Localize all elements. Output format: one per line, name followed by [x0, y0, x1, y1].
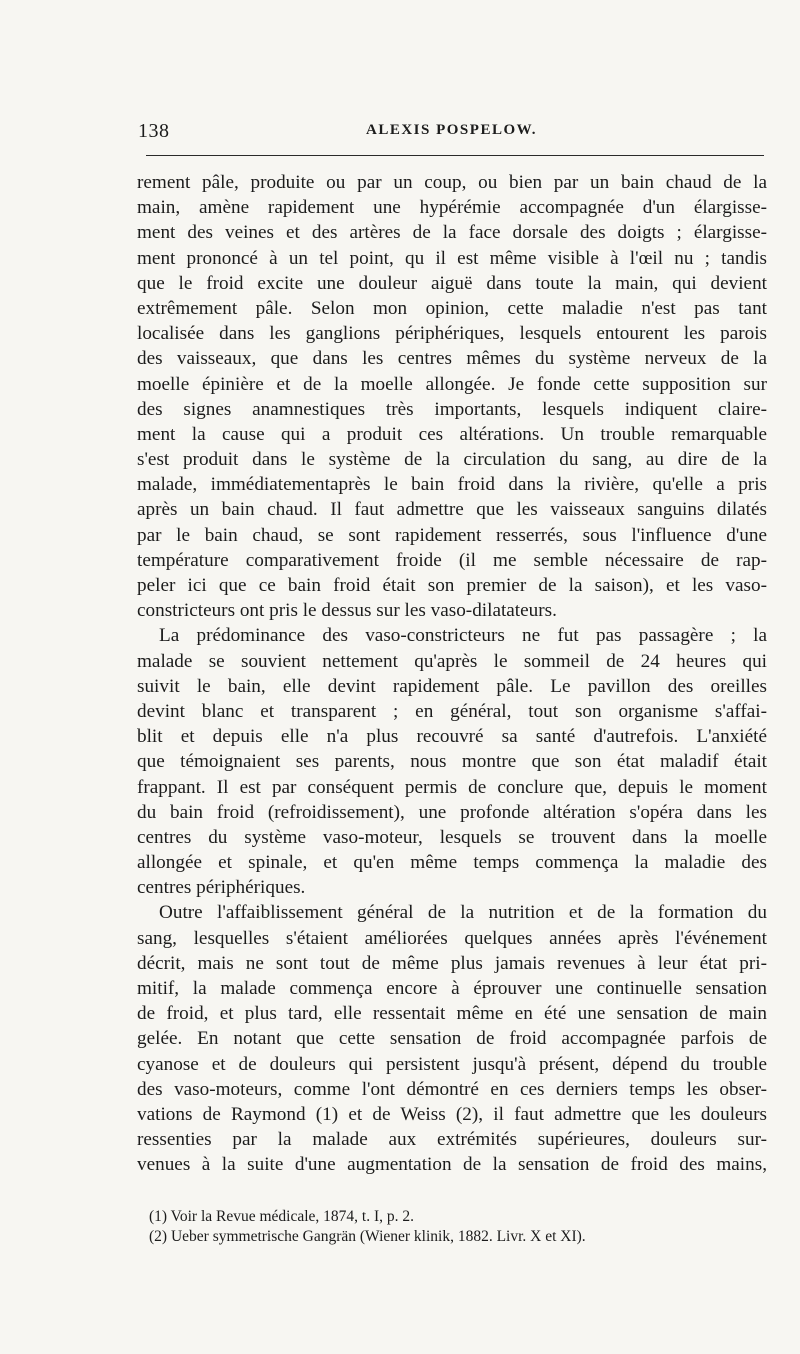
- text-line: suivit le bain, elle devint rapidement pâle. Le pavillon des oreilles: [137, 675, 767, 697]
- text-line: que témoignaient ses parents, nous montre que son état maladif était: [137, 751, 767, 773]
- page-number: 138: [138, 120, 170, 142]
- text-line: température comparativement froide (il me semble nécessaire de rap-: [137, 549, 767, 571]
- text-line: venues à la suite d'une augmentation de la sensation de froid des mains,: [137, 1154, 767, 1176]
- text-line: décrit, mais ne sont tout de même plus jamais revenues à leur état pri-: [137, 952, 767, 974]
- running-head: [138, 120, 765, 144]
- text-line: après un bain chaud. Il faut admettre que les vaisseaux sanguins dilatés: [137, 499, 767, 521]
- text-line: par le bain chaud, se sont rapidement resserrés, sous l'influence d'une: [137, 524, 767, 546]
- text-line: des signes anamnestiques très importants, lesquels indiquent claire-: [137, 398, 767, 420]
- text-line: s'est produit dans le système de la circulation du sang, au dire de la: [137, 449, 767, 471]
- text-line: constricteurs ont pris le dessus sur les vaso-dilatateurs.: [137, 600, 557, 622]
- text-line: ment des veines et des artères de la face dorsale des doigts ; élargisse-: [137, 222, 767, 244]
- text-line: gelée. En notant que cette sensation de froid accompagnée parfois de: [137, 1028, 767, 1050]
- body-text: [137, 170, 767, 1178]
- text-line: main, amène rapidement une hypérémie accompagnée d'un élargisse-: [137, 197, 767, 219]
- header-rule: [146, 155, 764, 156]
- text-line: vations de Raymond (1) et de Weiss (2), il faut admettre que les douleurs: [137, 1103, 767, 1125]
- text-line: de froid, et plus tard, elle ressentait même en été une sensation de main: [137, 1003, 767, 1025]
- text-line: des vaisseaux, que dans les centres mêmes du système nerveux de la: [137, 348, 767, 370]
- text-line: centres du système vaso-moteur, lesquels se trouvent dans la moelle: [137, 826, 767, 848]
- text-line: centres périphériques.: [137, 877, 306, 899]
- text-line: Outre l'affaiblissement général de la nutrition et de la formation du: [159, 902, 767, 924]
- text-line: frappant. Il est par conséquent permis de conclure que, depuis le moment: [137, 776, 767, 798]
- text-line: localisée dans les ganglions périphériques, lesquels entourent les parois: [137, 323, 767, 345]
- text-line: des vaso-moteurs, comme l'ont démontré en ces derniers temps les obser-: [137, 1078, 767, 1100]
- text-line: cyanose et de douleurs qui persistent jusqu'à présent, dépend du trouble: [137, 1053, 767, 1075]
- footnotes: [137, 1207, 767, 1247]
- text-line: ment la cause qui a produit ces altérations. Un trouble remarquable: [137, 423, 767, 445]
- text-line: que le froid excite une douleur aiguë dans toute la main, qui devient: [137, 272, 767, 294]
- text-line: allongée et spinale, et qu'en même temps commença la maladie des: [137, 852, 767, 874]
- footnote: (2) Ueber symmetrische Gangrän (Wiener klinik, 1882. Livr. X et XI).: [149, 1228, 586, 1245]
- text-line: ressenties par la malade aux extrémités supérieures, douleurs sur-: [137, 1129, 767, 1151]
- running-title: ALEXIS POSPELOW.: [366, 122, 537, 138]
- text-line: mitif, la malade commença encore à éprouver une continuelle sensation: [137, 978, 767, 999]
- footnote: (1) Voir la Revue médicale, 1874, t. I, p. 2.: [149, 1208, 415, 1225]
- text-line: La prédominance des vaso-constricteurs ne fut pas passagère ; la: [159, 625, 767, 647]
- text-line: sang, lesquelles s'étaient améliorées quelques années après l'événement: [137, 927, 767, 949]
- text-line: extrêmement pâle. Selon mon opinion, cette maladie n'est pas tant: [137, 297, 767, 319]
- text-line: malade, immédiatementaprès le bain froid dans la rivière, qu'elle a pris: [137, 474, 767, 496]
- text-line: rement pâle, produite ou par un coup, ou bien par un bain chaud de la: [137, 172, 767, 193]
- text-line: ment prononcé à un tel point, qu il est même visible à l'œil nu ; tandis: [137, 247, 767, 269]
- text-line: blit et depuis elle n'a plus recouvré sa santé d'autrefois. L'anxiété: [137, 726, 767, 748]
- text-line: peler ici que ce bain froid était son premier de la saison), et les vaso-: [137, 575, 767, 596]
- text-line: malade se souvient nettement qu'après le sommeil de 24 heures qui: [137, 650, 767, 672]
- text-line: du bain froid (refroidissement), une profonde altération s'opéra dans les: [137, 801, 767, 823]
- text-line: devint blanc et transparent ; en général, tout son organisme s'affai-: [137, 700, 767, 722]
- text-line: moelle épinière et de la moelle allongée. Je fonde cette supposition sur: [137, 373, 767, 395]
